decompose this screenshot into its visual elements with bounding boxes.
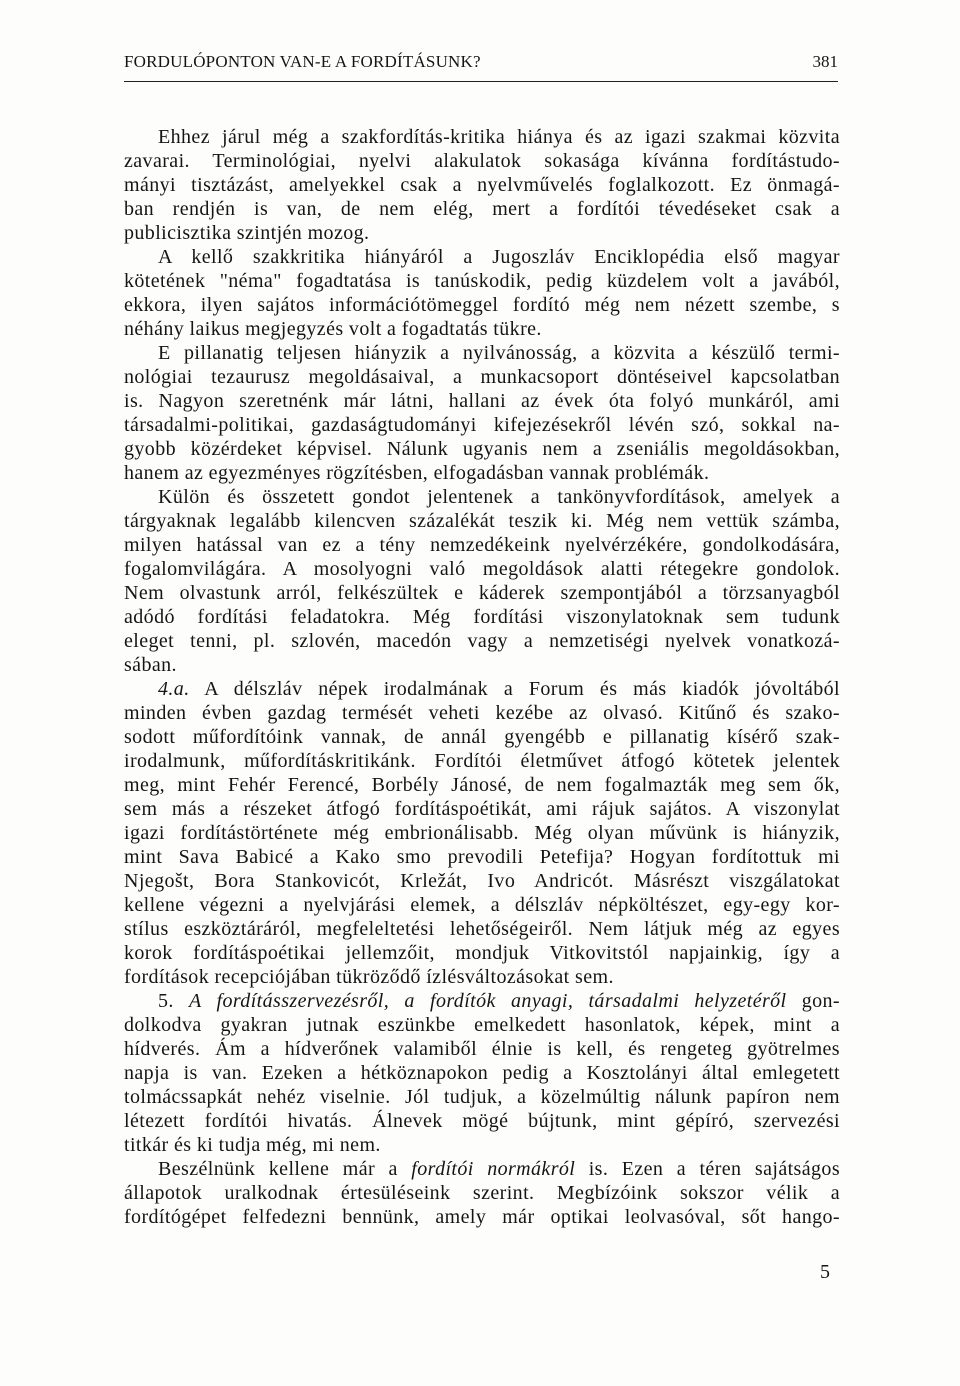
- text-run: igazi fordítástörténete még embrionálisabb. Még olyan művünk is hiányzik,: [124, 822, 840, 844]
- text-line: [124, 821, 840, 845]
- text-line: [124, 1205, 840, 1229]
- paragraph: [124, 1157, 840, 1229]
- text-run: Beszélnünk kellene már a: [158, 1158, 412, 1180]
- text-line: [124, 845, 840, 869]
- text-line: [124, 725, 840, 749]
- text-line: [124, 509, 840, 533]
- text-line: [124, 245, 840, 269]
- text-run: irodalmunk, műfordításkritikánk. Fordítói életművet átfogó kötetek jelentek: [124, 750, 840, 772]
- text-line: [124, 461, 840, 485]
- text-line: [124, 1037, 840, 1061]
- text-run: hanem az egyezményes rögzítésben, elfogadásban vannak problémák.: [124, 462, 710, 484]
- paragraph: [124, 677, 840, 989]
- text-line: [124, 413, 840, 437]
- text-line: [124, 389, 840, 413]
- text-run: fordítások recepciójában tükröződő ízlésváltozásokat sem.: [124, 966, 614, 988]
- text-run: Nem olvastunk arról, felkészültek e káderek szempontjából a törzsanyagból: [124, 582, 840, 604]
- text-line: [124, 1133, 840, 1157]
- text-run: meg, mint Fehér Ferencé, Borbély Jánosé, de nem fogalmazták meg sem ők,: [124, 774, 840, 796]
- text-run: eleget tenni, pl. szlovén, macedón vagy a nemzetiségi nyelvek vonatkozá-: [124, 630, 840, 652]
- text-line: [124, 1181, 840, 1205]
- text-line: [124, 989, 840, 1013]
- text-line: [124, 965, 840, 989]
- text-line: [124, 1061, 840, 1085]
- text-line: [124, 149, 840, 173]
- text-run: napja is van. Ezeken a hétköznapokon pedig a Kosztolányi által emlegetett: [124, 1062, 840, 1084]
- text-line: [124, 869, 840, 893]
- page-number: 381: [812, 52, 838, 71]
- text-run: minden évben gazdag termését veheti kezébe az olvasó. Kitűnő és szako-: [124, 702, 840, 724]
- text-run: fordítógépet felfedezni bennünk, amely már optikai leolvasóval, sőt hango-: [124, 1206, 840, 1228]
- text-run: ekkora, ilyen sajátos információtömeggel fordító még nem nézett szembe, s: [124, 294, 840, 316]
- running-title: FORDULÓPONTON VAN-E A FORDÍTÁSUNK?: [124, 52, 481, 71]
- text-line: [124, 533, 840, 557]
- text-run: publicisztika szintjén mozog.: [124, 222, 370, 244]
- text-line: [124, 893, 840, 917]
- text-line: [124, 677, 840, 701]
- text-line: [124, 773, 840, 797]
- text-run: ban rendjén is van, de nem elég, mert a fordítói tévedéseket csak a: [124, 198, 840, 220]
- text-run: titkár és ki tudja még, mi nem.: [124, 1134, 381, 1156]
- text-run: is. Nagyon szeretnénk már látni, hallani az évek óta folyó munkáról, ami: [124, 390, 840, 412]
- text-run: E pillanatig teljesen hiányzik a nyilvánosság, a közvita a készülő termi-: [158, 342, 840, 364]
- text-run: kötetének "néma" fogadtatása is tanúskodik, pedig küzdelem volt a javából,: [124, 270, 840, 292]
- text-line: [124, 197, 840, 221]
- italic-text-run: 4.a.: [158, 678, 190, 700]
- text-line: [124, 221, 840, 245]
- italic-text-run: fordítói normákról: [411, 1158, 576, 1180]
- text-run: A délszláv népek irodalmának a Forum és más kiadók jóvoltából: [189, 678, 840, 700]
- text-run: zavarai. Terminológiai, nyelvi alakulatok sokasága kívánna fordítástudo-: [124, 150, 840, 172]
- text-run: Ehhez járul még a szakfordítás-kritika hiánya és az igazi szakmai közvita: [158, 126, 840, 148]
- text-line: [124, 941, 840, 965]
- text-run: sodott műfordítóink vannak, de annál gyengébb e pillanatig kísérő szak-: [124, 726, 840, 748]
- text-line: [124, 269, 840, 293]
- text-run: sában.: [124, 654, 177, 676]
- text-run: sem más a részeket átfogó fordításpoétikát, ami rájuk sajátos. A viszonylat: [124, 798, 840, 820]
- text-line: [124, 605, 840, 629]
- paragraph: [124, 125, 840, 245]
- text-line: [124, 797, 840, 821]
- signature-number: 5: [820, 1261, 830, 1283]
- text-run: fogalomvilágára. A mosolyogni való megoldások alatti rétegekre gondolok.: [124, 558, 840, 580]
- text-run: kellene végezni a nyelvjárási elemek, a délszláv népköltészet, egy-egy kor-: [124, 894, 840, 916]
- text-run: tolmácssapkát nehéz viselnie. Jól tudjuk, a közelmúltig nálunk papíron nem: [124, 1086, 840, 1108]
- text-line: [124, 173, 840, 197]
- text-run: létezett fordítói hivatás. Álnevek mögé bújtunk, mint gépíró, szervezési: [124, 1110, 840, 1132]
- text-run: Külön és összetett gondot jelentenek a tankönyvfordítások, amelyek a: [158, 486, 840, 508]
- text-line: [124, 341, 840, 365]
- italic-text-run: A fordításszervezésről, a fordítók anyagi, társadalmi helyzetéről: [189, 990, 787, 1012]
- text-line: [124, 125, 840, 149]
- text-run: 5.: [158, 990, 190, 1012]
- text-line: [124, 749, 840, 773]
- paragraph: [124, 485, 840, 677]
- text-run: társadalmi-politikai, gazdaságtudományi kifejezésekről lévén szó, sokkal na-: [124, 414, 840, 436]
- text-run: nológiai tezaurusz megoldásaival, a munkacsoport döntéseivel kapcsolatban: [124, 366, 840, 388]
- text-run: tárgyaknak legalább kilencven százalékát teszik ki. Még nem vettük számba,: [124, 510, 840, 532]
- text-line: [124, 629, 840, 653]
- text-line: [124, 293, 840, 317]
- text-run: hídverés. Ám a hídverőnek valamiből élnie is kell, és rengeteg gyötrelmes: [124, 1038, 840, 1060]
- body-text: [124, 125, 840, 1229]
- header-rule: [124, 81, 838, 82]
- text-run: állapotok uralkodnak értesüléseink szerint. Megbízóink sokszor vélik a: [124, 1182, 840, 1204]
- text-line: [124, 581, 840, 605]
- text-run: korok fordításpoétikai jellemzőit, mondjuk Vitkovitstól napjainkig, így a: [124, 942, 840, 964]
- text-line: [124, 653, 840, 677]
- text-run: dolkodva gyakran jutnak eszünkbe emelkedett hasonlatok, képek, mint a: [124, 1014, 840, 1036]
- text-line: [124, 437, 840, 461]
- paragraph: [124, 341, 840, 485]
- text-run: gon-: [786, 990, 840, 1012]
- text-line: [124, 365, 840, 389]
- text-line: [124, 557, 840, 581]
- text-run: A kellő szakkritika hiányáról a Jugoszláv Enciklopédia első magyar: [158, 246, 840, 268]
- paragraph: [124, 989, 840, 1157]
- text-run: mint Sava Babicé a Kako smo prevodili Petefija? Hogyan fordítottuk mi: [124, 846, 840, 868]
- text-run: milyen hatással van ez a tény nemzedékeink nyelvérzékére, gondolkodására,: [124, 534, 840, 556]
- text-run: gyobb közérdeket képvisel. Nálunk ugyanis nem a zseniális megoldásokban,: [124, 438, 840, 460]
- text-run: Njegošt, Bora Stankovicót, Krležát, Ivo Andricót. Másrészt viszgálatokat: [124, 870, 840, 892]
- text-run: mányi tisztázást, amelyekkel csak a nyelvművelés foglalkozott. Ez önmagá-: [124, 174, 840, 196]
- text-line: [124, 1157, 840, 1181]
- text-line: [124, 1085, 840, 1109]
- text-run: néhány laikus megjegyzés volt a fogadtatás tükre.: [124, 318, 542, 340]
- text-run: is. Ezen a téren sajátságos: [575, 1158, 840, 1180]
- text-run: stílus eszköztáráról, megfeleltetési lehetőségeiről. Nem látjuk még az egyes: [124, 918, 840, 940]
- text-line: [124, 1013, 840, 1037]
- text-line: [124, 317, 840, 341]
- text-run: adódó fordítási feladatokra. Még fordítási viszonylatoknak sem tudunk: [124, 606, 840, 628]
- text-line: [124, 917, 840, 941]
- paragraph: [124, 245, 840, 341]
- text-line: [124, 701, 840, 725]
- text-line: [124, 1109, 840, 1133]
- text-line: [124, 485, 840, 509]
